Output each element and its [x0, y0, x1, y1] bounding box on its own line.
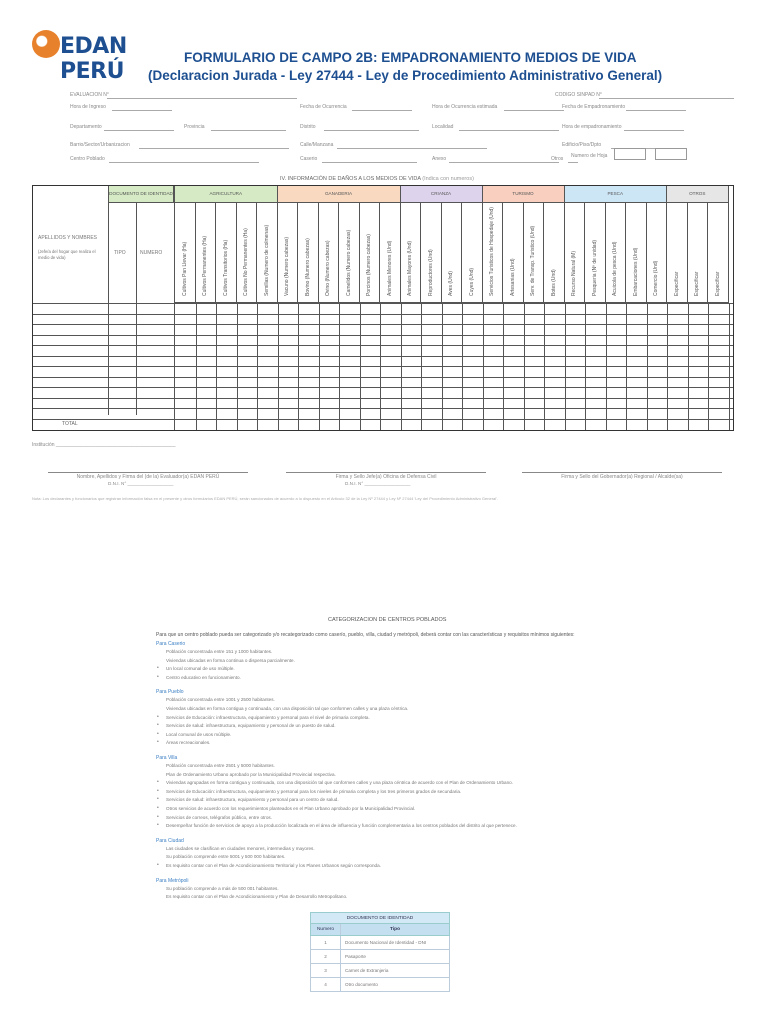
col-header-text: Bovino (Numero cabezas): [304, 238, 311, 296]
signature-line-civil-defense[interactable]: [286, 472, 486, 473]
field-label-caserio: Caserio: [300, 156, 318, 162]
col-header-19: [544, 203, 565, 303]
category-item: Es requisito contar con el Plan de Acondicionamiento y Plan de Desarrollo Metropolitano.: [166, 894, 348, 900]
category-item: Población concentrada entre 2501 y 5000 habitantes.: [166, 763, 275, 768]
col-apellidos-sub: (Jefe/a del hogar que realiza el medio de vida): [38, 249, 96, 260]
field-label-barrio: Barrio/Sector/Urbanizacion: [70, 142, 130, 148]
field-label-codigo_sinpad: CODIGO SINPAD N°: [555, 92, 602, 98]
col-header-text: Botes (Und): [550, 269, 557, 296]
col-header-14: [442, 203, 463, 303]
doc-table-row: [310, 964, 450, 978]
form-title: FORMULARIO DE CAMPO 2B: EMPADRONAMIENTO MEDIOS DE VIDA: [184, 50, 637, 65]
field-input-centro_poblado[interactable]: [109, 162, 259, 163]
logo-text: EDAN PERÚ: [60, 34, 127, 84]
legal-note: Nota: Los declarantes y funcionarios que registran información falsa en el presente y otros formularios EDAN PERÚ, serán sancionados de acuerdo a lo dispuesto en el Artículo 32 de la Ley Nº 27444 y Ley Nº 27444 'Ley del Procedimiento Administrativo General'.: [32, 496, 499, 501]
divider: [257, 303, 258, 431]
field-input-fecha_ocurrencia[interactable]: [352, 110, 412, 111]
table-row[interactable]: [32, 324, 734, 325]
col-header-text: Servicios Turisticos de Hospedaje (Und): [489, 207, 496, 296]
divider: [667, 303, 668, 431]
category-heading-metropoli: Para Metrópoli: [156, 877, 189, 884]
field-input-departamento[interactable]: [104, 130, 174, 131]
field-label-localidad: Localidad: [432, 124, 454, 130]
divider: [401, 303, 402, 431]
category-heading-ciudad: Para Ciudad: [156, 837, 184, 844]
signature-evaluator-label: Nombre, Apellidos y Firma del (de la) Evaluador(a) EDAN PERÚ: [76, 474, 220, 480]
category-item: Un local comunal de uso múltiple.: [166, 666, 235, 672]
field-input-codigo_sinpad[interactable]: [599, 98, 734, 99]
group-ganaderia: GANADERIA: [278, 185, 401, 203]
group-identidad: DOCUMENTO DE IDENTIDAD: [109, 185, 174, 203]
field-input-hora_ocurrencia[interactable]: [504, 110, 564, 111]
category-item: Plan de Ordenamiento Urbano aprobado por la Municipalidad Provincial respectiva.: [166, 771, 336, 777]
field-input-fecha_empadronamiento[interactable]: [626, 110, 686, 111]
divider: [298, 303, 299, 431]
group-pesca: PESCA: [565, 185, 668, 203]
col-header-text: Serv. de Transp. Turistico (Und): [530, 225, 537, 296]
total-label: TOTAL: [62, 421, 78, 427]
field-label-anexo: Anexo: [432, 156, 447, 162]
field-input-barrio[interactable]: [139, 148, 289, 149]
group-crianza: CRIANZA: [401, 185, 483, 203]
table-row[interactable]: [32, 419, 734, 420]
category-item: Población concentrada entre 1001 y 2500 habitantes.: [166, 697, 275, 703]
col-header-16: [483, 203, 504, 303]
field-label-numero-hoja: Numero de Hoja: [571, 153, 608, 159]
doc-row-type: Otro documento: [345, 982, 378, 987]
category-item: Otros servicios de acuerdo con los requerimientos planteados en el Plan Urbano aprobado por la Municipalidad Provincial.: [166, 806, 416, 811]
col-header-text: Cultivos Transitorios (Ha): [222, 239, 229, 296]
logo-emblem-icon: [32, 30, 60, 58]
col-header-25: [667, 203, 688, 303]
category-item: Servicios de correos, telégrafos público, entre otros.: [166, 814, 272, 820]
table-row[interactable]: [32, 398, 734, 399]
col-header-text: Reproductores (Und): [427, 249, 434, 296]
doc-row-type: Pasaporte: [345, 954, 366, 959]
field-input-hora_registro[interactable]: [112, 110, 172, 111]
bullet-icon: •: [157, 796, 159, 803]
col-header-text: Cultivos No Permanentes (Ha): [243, 228, 250, 296]
col-numero: NUMERO: [140, 250, 163, 256]
divider: [319, 303, 320, 431]
doc-row-type: Carnet de Extranjeria: [345, 968, 389, 973]
document-type-table: [310, 912, 450, 992]
doc-row-number: 4: [311, 978, 341, 991]
col-header-17: [503, 203, 524, 303]
table-row[interactable]: [32, 377, 734, 378]
col-header-26: [688, 203, 709, 303]
bullet-icon: •: [157, 805, 159, 811]
col-header-text: Camelidos (Numero cabezas): [345, 229, 352, 296]
col-header-20: [565, 203, 586, 303]
category-item: Viviendas ubicadas en forma continua o dispersa parcialmente.: [166, 657, 295, 663]
doc-table-rows: [310, 936, 450, 992]
divider: [647, 303, 648, 431]
signature-line-governor[interactable]: [522, 472, 722, 473]
field-label-fecha_ocurrencia: Fecha de Ocurrencia: [300, 104, 347, 110]
dni-civil-defense-label: D.N.I. N° __________________: [345, 481, 411, 486]
category-item: Población concentrada entre 151 y 1000 habitantes.: [166, 649, 273, 654]
table-row[interactable]: [32, 408, 734, 409]
group-turismo: TURISMO: [483, 185, 565, 203]
col-header-text: Vacuno (Numero cabezas): [284, 236, 291, 296]
bullet-icon: •: [157, 673, 159, 680]
dni-evaluator-label: D.N.I. N° __________________: [108, 481, 174, 486]
divider: [216, 303, 217, 431]
field-input-caserio[interactable]: [322, 162, 417, 163]
category-item: Viviendas agrupadas en forma contigua y continuada, con una disposición tal que conformen calles y una plaza céntrica de acuerdo con el Plan de Ordenamiento Urbano.: [166, 780, 513, 786]
category-item: Centro educativo en funcionamiento.: [166, 674, 241, 680]
section-title-text: IV. INFORMACIÓN DE DAÑOS A LOS MEDIOS DE VIDA: [280, 176, 421, 182]
doc-table-header: [310, 924, 450, 936]
col-header-18: [524, 203, 545, 303]
field-input-localidad[interactable]: [459, 130, 559, 131]
category-item: Viviendas ubicadas en forma contigua y continuada, con una disposición tal que conformen calles y una plaza céntrica.: [166, 706, 409, 711]
category-item: Las ciudades se clasifican en ciudades menores, intermedias y mayores.: [166, 845, 315, 851]
col-header-text: Cultivos Pan Llevar (Ha): [181, 241, 188, 296]
col-header-text: Cuyes (Und): [468, 267, 475, 296]
bullet-icon: •: [157, 665, 159, 672]
institution-field[interactable]: Institución ___________________________________________: [32, 442, 176, 448]
category-heading-pueblo: Para Pueblo: [156, 689, 184, 696]
field-label-hora_empadronamiento: Hora de empadronamiento: [562, 124, 622, 130]
col-header-5: [257, 203, 278, 303]
col-tipo: TIPO: [114, 250, 126, 256]
category-item: Servicios de salud: infraestructura, equipamiento y personal para un centro de salud.: [166, 797, 339, 803]
col-header-text: Porcinos (Numero cabezas): [366, 234, 373, 296]
divider: [462, 303, 463, 431]
field-input-otros[interactable]: [568, 162, 578, 163]
bullet-icon: •: [157, 730, 159, 737]
divider: [339, 303, 340, 431]
field-label-centro_poblado: Centro Poblado: [70, 156, 105, 162]
bullet-icon: •: [157, 779, 159, 786]
category-item: Servicios de salud: infraestructura, equipamiento y personal de un puesto de salud.: [166, 723, 336, 729]
col-header-15: [462, 203, 483, 303]
doc-col-tipo: Tipo: [389, 927, 401, 932]
field-label-otros: Otros: [551, 156, 564, 162]
category-item: Servicios de Educación: infraestructura, equipamiento y personal para el nivel de primaria completa.: [166, 714, 370, 720]
field-label-fecha_empadronamiento: Fecha de Empadronamiento: [562, 104, 626, 110]
bullet-icon: •: [157, 713, 159, 720]
doc-table-title: DOCUMENTO DE IDENTIDAD: [310, 912, 450, 924]
col-header-21: [585, 203, 606, 303]
field-label-evaluacion: EVALUACION N°: [70, 92, 109, 98]
group-otros: OTROS: [667, 185, 729, 203]
col-header-22: [606, 203, 627, 303]
doc-table-row: [310, 950, 450, 964]
section-subtitle: (Indica con numeros): [422, 176, 474, 182]
category-item: Es requisito contar con el Plan de Acondicionamiento Territorial y los Planes Urbanos según corresponda.: [166, 863, 381, 868]
bullet-icon: •: [157, 862, 159, 868]
col-header-10: [360, 203, 381, 303]
field-label-calle: Calle/Manzana: [300, 142, 334, 148]
divider: [360, 303, 361, 431]
doc-row-number: 2: [311, 950, 341, 963]
sheet-number-box-1[interactable]: [614, 148, 646, 160]
table-row[interactable]: [32, 303, 734, 304]
category-item: Servicios de Educación: infraestructura, equipamiento y personal para los niveles de primaria completa y los tres primeros grados de secundaria.: [166, 788, 462, 794]
divider: [524, 303, 525, 431]
divider: [626, 303, 627, 431]
table-row[interactable]: [32, 387, 734, 388]
divider: [108, 185, 109, 415]
field-label-distrito: Distrito: [300, 124, 316, 130]
category-item: Áreas recreacionales.: [166, 740, 211, 746]
field-input-provincia[interactable]: [211, 130, 286, 131]
field-label-hora_ocurrencia: Hora de Ocurrencia estimada: [432, 104, 498, 110]
field-input-anexo[interactable]: [449, 162, 559, 163]
divider: [585, 303, 586, 431]
field-label-edificio: Edificio/Piso/Dpto: [562, 142, 602, 148]
bullet-icon: •: [157, 722, 159, 729]
field-label-departamento: Departamento: [70, 124, 102, 130]
doc-row-number: 1: [311, 936, 341, 949]
col-header-13: [421, 203, 442, 303]
divider: [278, 303, 279, 431]
table-row[interactable]: [32, 335, 734, 336]
bullet-icon: •: [157, 739, 159, 746]
group-agricultura: AGRICULTURA: [175, 185, 278, 203]
col-header-2: [196, 203, 217, 303]
divider: [565, 303, 566, 431]
divider: [729, 303, 730, 431]
signature-line-evaluator[interactable]: [48, 472, 248, 473]
field-label-hora_registro: Hora de Ingreso: [70, 104, 106, 110]
edan-peru-logo: [32, 28, 172, 84]
col-header-text: Ovino (Numero cabezas): [325, 240, 332, 296]
doc-col-numero: Numero: [311, 924, 341, 935]
divider: [196, 303, 197, 431]
col-header-text: Recurso Natural (M): [571, 250, 578, 296]
categorization-title: CATEGORIZACION DE CENTROS POBLADOS: [328, 617, 447, 623]
doc-row-type: Documento Nacional de Identidad - DNI: [345, 940, 427, 945]
category-item: Su población comprende a más de 500 001 habitantes.: [166, 885, 279, 891]
divider: [442, 303, 443, 431]
col-header-4: [237, 203, 258, 303]
table-row[interactable]: [32, 345, 734, 346]
category-item: Desempeñar función de servicios de apoyo a la producción localizada en el área de influencia y función complementaria a los centros poblados del distrito al que pertenece.: [166, 823, 517, 829]
col-header-text: Acuicola de pesca (Und): [612, 241, 619, 296]
divider: [544, 303, 545, 431]
col-header-text: Artesanias (Und): [509, 258, 516, 296]
sheet-number-box-2[interactable]: [655, 148, 687, 160]
col-header-text: Animales Mayores (Und): [407, 240, 414, 296]
doc-table-row: [310, 978, 450, 992]
field-input-evaluacion[interactable]: [107, 98, 297, 99]
field-input-distrito[interactable]: [324, 130, 419, 131]
divider: [483, 303, 484, 431]
col-header-6: [278, 203, 299, 303]
category-item: Su población comprende entre 5001 y 500 000 habitantes.: [166, 854, 286, 860]
doc-row-number: 3: [311, 964, 341, 977]
col-header-1: [175, 203, 196, 303]
form-subtitle: (Declaracion Jurada - Ley 27444 - Ley de Procedimiento Administrativo General): [148, 68, 663, 83]
category-heading-villa: Para Villa: [156, 755, 178, 761]
col-header-text: Cultivos Permanentes (Ha): [202, 235, 209, 296]
col-header-9: [339, 203, 360, 303]
col-apellidos-nombres: APELLIDOS Y NOMBRES: [38, 235, 98, 241]
col-header-3: [216, 203, 237, 303]
col-header-text: Semillas (Numero de colmenas): [263, 224, 270, 296]
bullet-icon: •: [157, 787, 159, 794]
signature-civil-defense-label: Firma y Sello Jefe(a) Oficina de Defensa Civil: [335, 474, 437, 480]
bullet-icon: •: [157, 822, 159, 829]
divider: [136, 203, 137, 415]
category-heading-caserio: Para Caserio: [156, 641, 186, 647]
divider: [237, 303, 238, 431]
category-item: Local comunal de usos múltiple.: [166, 731, 232, 737]
col-header-27: [708, 203, 729, 303]
signature-governor-label: Firma y Sello del Gobernador(a) Regional / Alcalde(sa): [561, 474, 683, 480]
institution-label: Institución: [32, 442, 55, 448]
table-row[interactable]: [32, 314, 734, 315]
col-header-23: [626, 203, 647, 303]
col-header-11: [380, 203, 401, 303]
col-header-24: [647, 203, 668, 303]
field-label-provincia: Provincia: [184, 124, 205, 130]
field-input-calle[interactable]: [337, 148, 487, 149]
divider: [688, 303, 689, 431]
bullet-icon: •: [157, 813, 159, 820]
col-header-text: Pesqueria (Nº de unidad): [591, 239, 598, 296]
field-input-hora_empadronamiento[interactable]: [624, 130, 684, 131]
col-header-text: Animales Menores (Und): [386, 240, 393, 296]
col-header-text: Comercio (Und): [653, 260, 660, 296]
categorization-intro: Para que un centro poblado pueda ser categorizado y/o recategorizado como caserío, pueblo, villa, ciudad y metrópoli, deberá contar con las características y requisitos mínimos siguientes:: [156, 632, 575, 638]
col-header-12: [401, 203, 422, 303]
col-header-8: [319, 203, 340, 303]
table-row[interactable]: [32, 366, 734, 367]
col-header-text: Especificar: [714, 271, 721, 296]
divider: [421, 303, 422, 431]
divider: [606, 303, 607, 431]
table-row[interactable]: [32, 356, 734, 357]
col-header-text: Especificar: [673, 271, 680, 296]
col-header-7: [298, 203, 319, 303]
divider: [503, 303, 504, 431]
livelihood-damage-table: [32, 185, 734, 431]
col-header-text: Aves (Und): [448, 271, 455, 296]
col-header-text: Embarcaciones (Und): [632, 247, 639, 296]
divider: [174, 303, 175, 431]
col-header-text: Especificar: [694, 271, 701, 296]
section-title: [280, 176, 474, 182]
divider: [380, 303, 381, 431]
divider: [708, 303, 709, 431]
doc-table-row: [310, 936, 450, 950]
